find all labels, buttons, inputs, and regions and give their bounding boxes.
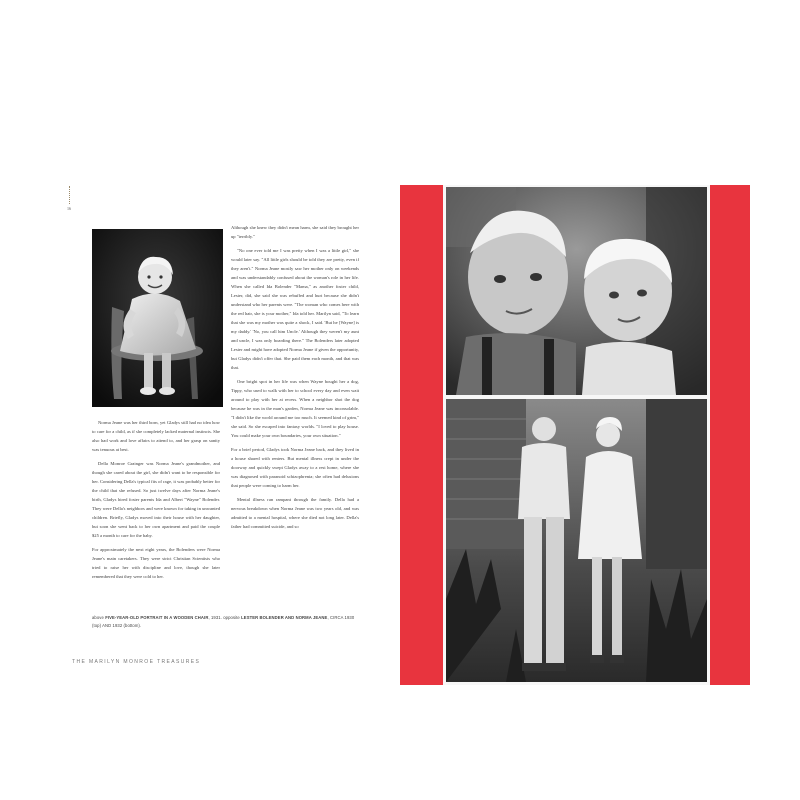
caption-opposite: opposite — [223, 615, 240, 620]
children-closeup-photo — [446, 187, 707, 395]
caption-date: , 1931. — [208, 615, 222, 620]
paragraph: Mental illness ran rampant through the family. Della had a nervous breakdown when Norma Jeane was two years old, and was admitted to a mental hospital, where she died not long later. Della's father had committed suicide, and so — [231, 497, 359, 529]
photo-caption — [92, 614, 392, 630]
caption-opposite-date: , CIRCA 1930 — [327, 615, 355, 620]
paragraph: Della Monroe Grainger was Norma Jeane's grandmother, and though she cared about the girl, she didn't want to be responsible for her. Considering Della's typical fits of rage, it was probably better for the child that she refused. So just twelve days after Norma Jeane's birth, Gladys hired foster parents Ida and Albert "Wayne" Bolender. They were Della's neighbors and were known for taking in unwanted children. Briefly, Gladys moved into their house with her daughter, but soon she went back to her own apartment and paid the couple $25 a month to care for the baby. — [92, 461, 220, 538]
page-number: 16 — [67, 206, 71, 211]
paragraph: "No one ever told me I was pretty when I was a little girl," she would later say. "All little girls should be told they are pretty, even if they aren't." Norma Jeane mostly saw her mother only on weekends and was understandably confused about the woman's role in her life. When she called Ida Bolender "Mama," as another foster child, Lester, did, she said she was rebuffed and hurt because she didn't understand who her parents were. "The woman who comes here with the red hair, she is your mother," Ida told her. Marilyn said, "To learn that she was my mother was quite a shock, I said. 'But he [Wayne] is my daddy.' 'No, you call him Uncle.' Although they weren't my aunt and uncle, I was only boarding there." The Bolenders later adopted Lester and might have adopted Norma Jeane if given the opportunity, but Gladys didn't offer that. She paid them each month, and that was that. — [231, 248, 359, 370]
paragraph: Norma Jeane was her third born, yet Gladys still had no idea how to care for a child, as if she completely lacked maternal instincts. She also had work and love affairs to attend to, and her grasp on sanity was tenuous at best. — [92, 420, 220, 452]
caption-title: FIVE-YEAR-OLD PORTRAIT IN A WOODEN CHAIR — [105, 615, 209, 620]
text-column-right — [231, 223, 359, 536]
caption-lead: above — [92, 615, 104, 620]
paragraph: For approximately the next eight years, the Bolenders were Norma Jeane's main caretakers. They were strict Christian Scientists who tried to raise her with discipline and love, though she later remembered that they were cold to her. — [92, 547, 220, 579]
paragraph: Although she knew they didn't mean harm, she said they brought her up "terribly." — [231, 225, 359, 239]
children-garden-photo — [446, 399, 707, 682]
portrait-photo — [92, 229, 223, 407]
text-column-left — [92, 418, 220, 586]
paragraph: For a brief period, Gladys took Norma Jeane back, and they lived in a house shared with renters. But mental illness crept in under the doorway and quickly swept Gladys away to a rest home, where she was diagnosed with paranoid schizophrenia; she often had delusions that people were coming to harm her. — [231, 447, 359, 488]
paragraph: One bright spot in her life was when Wayne bought her a dog, Tippy, who used to walk with her to school every day and even wait around to play with her at recess. When a neighbor shot the dog because he was in the man's garden, Norma Jeane was inconsolable. "I didn't like the world around me too much. It seemed kind of grim," she said. So she escaped into fantasy worlds. "I loved to play house. You could make your own boundaries, your own situation." — [231, 379, 359, 438]
page-marker-dots-left — [69, 186, 71, 204]
caption-pages: (top) AND 1932 (bottom). — [92, 623, 142, 628]
caption-opposite-title: LESTER BOLENDER AND NORMA JEANE — [241, 615, 328, 620]
running-footer: THE MARILYN MONROE TREASURES — [72, 659, 201, 665]
